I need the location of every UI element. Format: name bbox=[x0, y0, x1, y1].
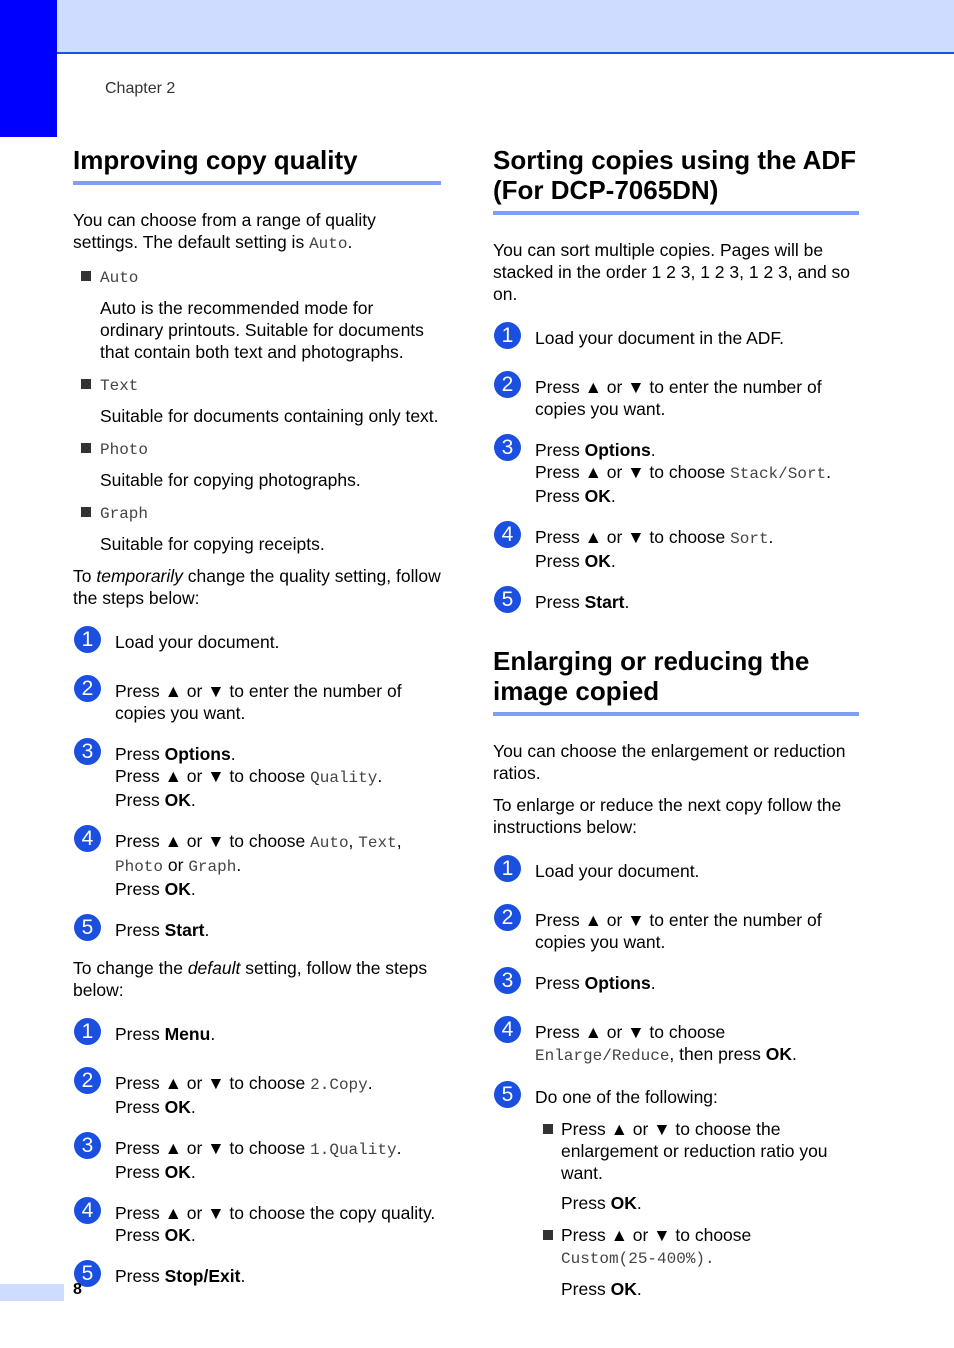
enlarging-intro-2: To enlarge or reduce the next copy follow the instructions below: bbox=[493, 795, 842, 837]
enl-option-preset: Press ▲ or ▼ to choose the enlargement or reduction ratio you want. bbox=[535, 1118, 859, 1184]
step-number-3: 3 bbox=[74, 1132, 101, 1159]
section-title-quality: Improving copy quality bbox=[73, 145, 441, 185]
chapter-tab bbox=[0, 0, 57, 137]
def-step-2: 2 Press ▲ or ▼ to choose 2.Copy. Press OK. bbox=[73, 1072, 441, 1118]
step-number-2: 2 bbox=[494, 904, 521, 931]
enlarging-intro-1: You can choose the enlargement or reduction ratios. bbox=[493, 741, 846, 783]
step-number-2: 2 bbox=[74, 675, 101, 702]
page-number-bar bbox=[0, 1284, 64, 1301]
option-graph-desc: Suitable for copying receipts. bbox=[100, 534, 325, 554]
bullet-square bbox=[543, 1124, 553, 1134]
sort-step-5: 5 Press Start. bbox=[493, 591, 859, 621]
temp-step-5: 5 Press Start. bbox=[73, 919, 441, 949]
step-number-1: 1 bbox=[74, 626, 101, 653]
step-number-1: 1 bbox=[494, 322, 521, 349]
step-number-1: 1 bbox=[494, 855, 521, 882]
option-auto-desc: Auto is the recommended mode for ordinary printouts. Suitable for documents that contain both text and photographs. bbox=[100, 298, 424, 362]
section-title-enlarging: Enlarging or reducing the image copied bbox=[493, 646, 859, 716]
page-number: 8 bbox=[73, 1281, 82, 1298]
bullet-square bbox=[81, 271, 91, 281]
step-number-3: 3 bbox=[494, 967, 521, 994]
enl-step-3: 3 Press Options. bbox=[493, 972, 859, 1002]
enl-step-1: 1 Load your document. bbox=[493, 860, 859, 890]
sort-step-1: 1 Load your document in the ADF. bbox=[493, 327, 859, 357]
step-number-5: 5 bbox=[74, 1260, 101, 1287]
temporary-intro: To temporarily change the quality setting, follow the steps below: bbox=[73, 566, 441, 608]
step-number-5: 5 bbox=[74, 914, 101, 941]
step-number-4: 4 bbox=[494, 521, 521, 548]
temp-step-3: 3 Press Options. Press ▲ or ▼ to choose Quality. Press OK. bbox=[73, 743, 441, 811]
step-number-4: 4 bbox=[74, 1197, 101, 1224]
enl-option-custom: Press ▲ or ▼ to choose Custom(25-400%). bbox=[535, 1224, 859, 1270]
temp-step-1: 1 Load your document. bbox=[73, 631, 441, 661]
enl-step-5: 5 Do one of the following: Press ▲ or ▼ to choose the enlargement or reduction ratio you want. Press OK. Press ▲ or ▼ to choose Custom(25-400%). Press OK. bbox=[493, 1086, 859, 1300]
left-column bbox=[73, 145, 441, 1314]
sort-step-2: 2 Press ▲ or ▼ to enter the number of copies you want. bbox=[493, 376, 859, 420]
option-text: Text bbox=[73, 373, 441, 397]
temp-step-2: 2 Press ▲ or ▼ to enter the number of copies you want. bbox=[73, 680, 441, 724]
temp-step-4: 4 Press ▲ or ▼ to choose Auto, Text, Photo or Graph. Press OK. bbox=[73, 830, 441, 900]
step-number-2: 2 bbox=[494, 371, 521, 398]
step-number-2: 2 bbox=[74, 1067, 101, 1094]
chapter-label: Chapter 2 bbox=[105, 80, 176, 97]
enl-step-2: 2 Press ▲ or ▼ to enter the number of copies you want. bbox=[493, 909, 859, 953]
def-step-3: 3 Press ▲ or ▼ to choose 1.Quality. Press OK. bbox=[73, 1137, 441, 1183]
enl-step-4: 4 Press ▲ or ▼ to choose Enlarge/Reduce, then press OK. bbox=[493, 1021, 859, 1067]
sort-step-4: 4 Press ▲ or ▼ to choose Sort. Press OK. bbox=[493, 526, 859, 572]
bullet-square bbox=[81, 443, 91, 453]
bullet-square bbox=[543, 1230, 553, 1240]
def-step-5: 5 Press Stop/Exit. bbox=[73, 1265, 441, 1295]
step-number-1: 1 bbox=[74, 1018, 101, 1045]
option-photo: Photo bbox=[73, 437, 441, 461]
bullet-square bbox=[81, 507, 91, 517]
default-intro: To change the default setting, follow the steps below: bbox=[73, 958, 428, 1000]
bullet-square bbox=[81, 379, 91, 389]
option-text-desc: Suitable for documents containing only text. bbox=[100, 406, 439, 426]
sort-step-3: 3 Press Options. Press ▲ or ▼ to choose Stack/Sort. Press OK. bbox=[493, 439, 859, 507]
section-title-sorting: Sorting copies using the ADF (For DCP-7065DN) bbox=[493, 145, 859, 215]
header-band bbox=[0, 0, 954, 54]
quality-intro: You can choose from a range of quality settings. The default setting is Auto. bbox=[73, 210, 376, 253]
option-auto: Auto bbox=[73, 265, 441, 289]
option-photo-desc: Suitable for copying photographs. bbox=[100, 470, 361, 490]
def-step-4: 4 Press ▲ or ▼ to choose the copy quality. Press OK. bbox=[73, 1202, 441, 1246]
right-column bbox=[493, 145, 859, 1319]
sorting-intro: You can sort multiple copies. Pages will be stacked in the order 1 2 3, 1 2 3, 1 2 3, and so on. bbox=[493, 240, 851, 304]
step-number-5: 5 bbox=[494, 586, 521, 613]
enl-option-custom-press: Press OK. bbox=[561, 1279, 642, 1299]
step-number-4: 4 bbox=[74, 825, 101, 852]
step-number-4: 4 bbox=[494, 1016, 521, 1043]
step-number-3: 3 bbox=[74, 738, 101, 765]
def-step-1: 1 Press Menu. bbox=[73, 1023, 441, 1053]
option-graph: Graph bbox=[73, 501, 441, 525]
step-number-3: 3 bbox=[494, 434, 521, 461]
step-number-5: 5 bbox=[494, 1081, 521, 1108]
enl-option-preset-press: Press OK. bbox=[561, 1193, 642, 1213]
